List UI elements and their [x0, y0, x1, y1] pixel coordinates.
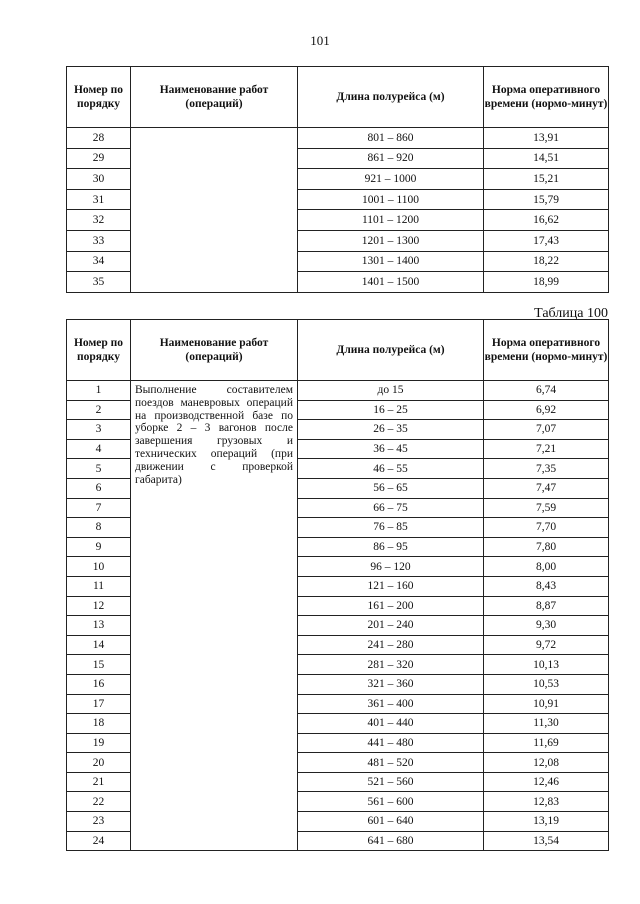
norm-value: 8,87 — [484, 596, 609, 616]
norm-value: 11,69 — [484, 733, 609, 753]
length-range: 321 – 360 — [298, 674, 484, 694]
row-number: 1 — [67, 381, 131, 401]
length-range: 16 – 25 — [298, 400, 484, 420]
length-range: 361 – 400 — [298, 694, 484, 714]
header-name: Наименование работ (операций) — [131, 67, 298, 128]
header-norm: Норма оперативного времени (нормо-минут) — [484, 67, 609, 128]
length-range: 201 – 240 — [298, 616, 484, 636]
row-number: 14 — [67, 635, 131, 655]
row-number: 9 — [67, 537, 131, 557]
header-norm: Норма оперативного времени (нормо-минут) — [484, 320, 609, 381]
norm-value: 12,46 — [484, 772, 609, 792]
length-range: 1101 – 1200 — [298, 210, 484, 231]
row-number: 17 — [67, 694, 131, 714]
length-range: 86 – 95 — [298, 537, 484, 557]
length-range: 46 – 55 — [298, 459, 484, 479]
row-number: 2 — [67, 400, 131, 420]
norm-value: 7,70 — [484, 518, 609, 538]
row-number: 22 — [67, 792, 131, 812]
length-range: 1001 – 1100 — [298, 189, 484, 210]
table-header-row — [67, 320, 609, 381]
norm-value: 7,59 — [484, 498, 609, 518]
length-range: до 15 — [298, 381, 484, 401]
length-range: 921 – 1000 — [298, 169, 484, 190]
length-range: 561 – 600 — [298, 792, 484, 812]
row-number: 33 — [67, 230, 131, 251]
table-title: Таблица 100 — [534, 306, 608, 321]
norm-value: 14,51 — [484, 148, 609, 169]
norm-value: 9,30 — [484, 616, 609, 636]
table-row — [67, 381, 609, 401]
row-number: 35 — [67, 272, 131, 293]
length-range: 56 – 65 — [298, 478, 484, 498]
length-range: 26 – 35 — [298, 420, 484, 440]
norm-value: 7,35 — [484, 459, 609, 479]
row-number: 15 — [67, 655, 131, 675]
norm-value: 13,91 — [484, 128, 609, 149]
length-range: 96 – 120 — [298, 557, 484, 577]
row-number: 18 — [67, 714, 131, 734]
norm-value: 8,00 — [484, 557, 609, 577]
norm-value: 10,53 — [484, 674, 609, 694]
length-range: 241 – 280 — [298, 635, 484, 655]
norm-value: 17,43 — [484, 230, 609, 251]
length-range: 441 – 480 — [298, 733, 484, 753]
length-range: 861 – 920 — [298, 148, 484, 169]
norm-value: 8,43 — [484, 576, 609, 596]
norm-value: 15,79 — [484, 189, 609, 210]
length-range: 161 – 200 — [298, 596, 484, 616]
row-number: 11 — [67, 576, 131, 596]
length-range: 401 – 440 — [298, 714, 484, 734]
norm-value: 6,74 — [484, 381, 609, 401]
norm-value: 13,19 — [484, 812, 609, 832]
length-range: 641 – 680 — [298, 831, 484, 851]
length-range: 801 – 860 — [298, 128, 484, 149]
work-description — [131, 128, 298, 293]
page-number: 101 — [310, 33, 330, 48]
norms-table-continued — [66, 66, 609, 293]
header-name: Наименование работ (операций) — [131, 320, 298, 381]
norm-value: 12,83 — [484, 792, 609, 812]
norm-value: 18,22 — [484, 251, 609, 272]
norm-value: 7,07 — [484, 420, 609, 440]
row-number: 21 — [67, 772, 131, 792]
row-number: 10 — [67, 557, 131, 577]
row-number: 6 — [67, 478, 131, 498]
row-number: 16 — [67, 674, 131, 694]
table-row — [67, 128, 609, 149]
header-num: Номер по порядку — [67, 67, 131, 128]
header-length: Длина полурейса (м) — [298, 320, 484, 381]
norm-value: 7,80 — [484, 537, 609, 557]
row-number: 4 — [67, 439, 131, 459]
length-range: 1401 – 1500 — [298, 272, 484, 293]
row-number: 12 — [67, 596, 131, 616]
header-length: Длина полурейса (м) — [298, 67, 484, 128]
row-number: 13 — [67, 616, 131, 636]
row-number: 23 — [67, 812, 131, 832]
length-range: 121 – 160 — [298, 576, 484, 596]
row-number: 31 — [67, 189, 131, 210]
length-range: 281 – 320 — [298, 655, 484, 675]
length-range: 481 – 520 — [298, 753, 484, 773]
norms-table-100 — [66, 319, 609, 851]
row-number: 34 — [67, 251, 131, 272]
length-range: 36 – 45 — [298, 439, 484, 459]
row-number: 19 — [67, 733, 131, 753]
row-number: 7 — [67, 498, 131, 518]
header-num: Номер по порядку — [67, 320, 131, 381]
norm-value: 13,54 — [484, 831, 609, 851]
norm-value: 7,21 — [484, 439, 609, 459]
row-number: 29 — [67, 148, 131, 169]
row-number: 5 — [67, 459, 131, 479]
length-range: 66 – 75 — [298, 498, 484, 518]
length-range: 601 – 640 — [298, 812, 484, 832]
row-number: 30 — [67, 169, 131, 190]
norm-value: 11,30 — [484, 714, 609, 734]
norm-value: 10,13 — [484, 655, 609, 675]
length-range: 1201 – 1300 — [298, 230, 484, 251]
length-range: 521 – 560 — [298, 772, 484, 792]
table-header-row — [67, 67, 609, 128]
norm-value: 12,08 — [484, 753, 609, 773]
norm-value: 18,99 — [484, 272, 609, 293]
work-description: Выполнение составителем поездов маневровых операций на производственной базе по уборке 2 – 3 вагонов после завершения грузовых и технических операций (при движении с проверкой габарита) — [131, 381, 298, 851]
row-number: 8 — [67, 518, 131, 538]
norm-value: 7,47 — [484, 478, 609, 498]
length-range: 76 – 85 — [298, 518, 484, 538]
norm-value: 10,91 — [484, 694, 609, 714]
row-number: 3 — [67, 420, 131, 440]
row-number: 24 — [67, 831, 131, 851]
row-number: 28 — [67, 128, 131, 149]
length-range: 1301 – 1400 — [298, 251, 484, 272]
row-number: 32 — [67, 210, 131, 231]
row-number: 20 — [67, 753, 131, 773]
norm-value: 6,92 — [484, 400, 609, 420]
norm-value: 15,21 — [484, 169, 609, 190]
norm-value: 9,72 — [484, 635, 609, 655]
norm-value: 16,62 — [484, 210, 609, 231]
